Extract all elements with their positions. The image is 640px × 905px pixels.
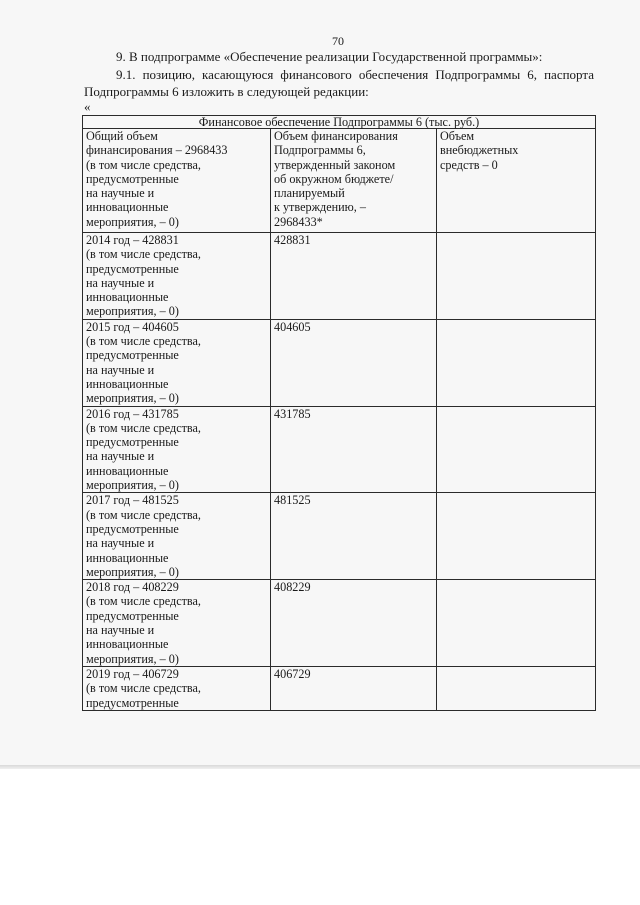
header-col3-line: Объем [440,129,475,143]
open-quote: « [84,99,91,114]
row-note-line: (в том числе средства, [86,334,201,349]
row-year-total: 2018 год – 408229 [86,580,179,595]
row-note-line: мероприятия, – 0) [86,304,179,319]
row-year-total: 2019 год – 406729 [86,666,179,681]
row-total-cell [83,493,271,580]
header-col1-line: предусмотренные [86,171,179,186]
row-year-total: 2014 год – 428831 [86,233,179,247]
row-year-total: 2015 год – 404605 [86,319,179,334]
row-note-line: предусмотренные [86,521,179,536]
intro-paragraph-2: 9.1. позицию, касающуюся финансового обеспечения Подпрограммы 6, паспорта Подпрограммы 6 изложить в следующей редакции: [84,67,594,99]
header-col2-line: Подпрограммы 6, [274,143,366,158]
row-total-cell [83,406,271,493]
row-budget-value: 406729 [271,666,437,710]
row-year-total: 2016 год – 431785 [86,406,179,421]
row-note-line: предусмотренные [86,348,179,363]
header-col1-line: инновационные [86,200,169,215]
header-col3-line: средств – 0 [440,157,498,172]
header-col1-line: мероприятия, – 0) [86,214,179,229]
header-total-volume [83,129,271,233]
financing-table [82,115,596,711]
row-extrabudgetary-value [437,233,596,320]
row-note-line: на научные и [86,623,155,638]
header-col2-line: к утверждению, – [274,200,366,215]
row-extrabudgetary-value [437,580,596,667]
row-note-line: (в том числе средства, [86,594,201,609]
header-col1-line: на научные и [86,186,155,201]
row-extrabudgetary-value [437,666,596,710]
row-extrabudgetary-value [437,406,596,493]
row-note-line: на научные и [86,275,155,290]
row-note-line: на научные и [86,536,155,551]
row-budget-value: 481525 [271,493,437,580]
header-col2-line: утвержденный законом [274,157,396,172]
row-total-cell [83,666,271,710]
row-note-line: (в том числе средства, [86,507,201,522]
table-row-2017 [83,493,596,580]
row-budget-value: 428831 [271,233,437,320]
table-row-2016 [83,406,596,493]
row-note-line: предусмотренные [86,261,179,276]
header-col2-line: Объем финансирования [274,129,398,143]
row-note-line: (в том числе средства, [86,420,201,435]
row-note-line: мероприятия, – 0) [86,391,179,406]
row-note-line: на научные и [86,362,155,377]
header-extrabudgetary [437,129,596,233]
row-budget-value: 404605 [271,319,437,406]
header-col2-line: планируемый [274,186,345,201]
header-budget-volume [271,129,437,233]
header-col2-line: об окружном бюджете/ [274,171,394,186]
row-note-line: инновационные [86,550,169,565]
table-caption: Финансовое обеспечение Подпрограммы 6 (тыс. руб.) [83,116,596,129]
row-note-line: (в том числе средства, [86,681,201,696]
header-col1-line: Общий объем [86,129,158,143]
page-number: 70 [332,34,344,48]
row-note-line: инновационные [86,290,169,305]
header-col3-line: внебюджетных [440,143,519,158]
table-row-2015 [83,319,596,406]
header-col2-line: 2968433* [274,214,323,229]
header-col1-line: (в том числе средства, [86,157,201,172]
row-note-line: предусмотренные [86,435,179,450]
row-total-cell [83,233,271,320]
row-note-line: мероприятия, – 0) [86,651,179,666]
row-total-cell [83,319,271,406]
row-note-line: (в том числе средства, [86,247,201,262]
row-note-line: инновационные [86,463,169,478]
table-header-row [83,129,596,233]
header-col1-line: финансирования – 2968433 [86,143,228,158]
table-row-2019 [83,666,596,710]
row-note-line: мероприятия, – 0) [86,478,179,493]
row-extrabudgetary-value [437,319,596,406]
table-row-2018 [83,580,596,667]
scan-bottom-edge [0,765,640,769]
row-note-line: предусмотренные [86,695,179,710]
row-extrabudgetary-value [437,493,596,580]
row-budget-value: 431785 [271,406,437,493]
intro-paragraph-1: 9. В подпрограмме «Обеспечение реализации Государственной программы»: [116,49,543,64]
row-budget-value: 408229 [271,580,437,667]
row-note-line: инновационные [86,376,169,391]
row-note-line: на научные и [86,449,155,464]
row-total-cell [83,580,271,667]
row-note-line: мероприятия, – 0) [86,564,179,579]
row-year-total: 2017 год – 481525 [86,493,179,508]
row-note-line: предусмотренные [86,608,179,623]
row-note-line: инновационные [86,637,169,652]
table-row-2014 [83,233,596,320]
